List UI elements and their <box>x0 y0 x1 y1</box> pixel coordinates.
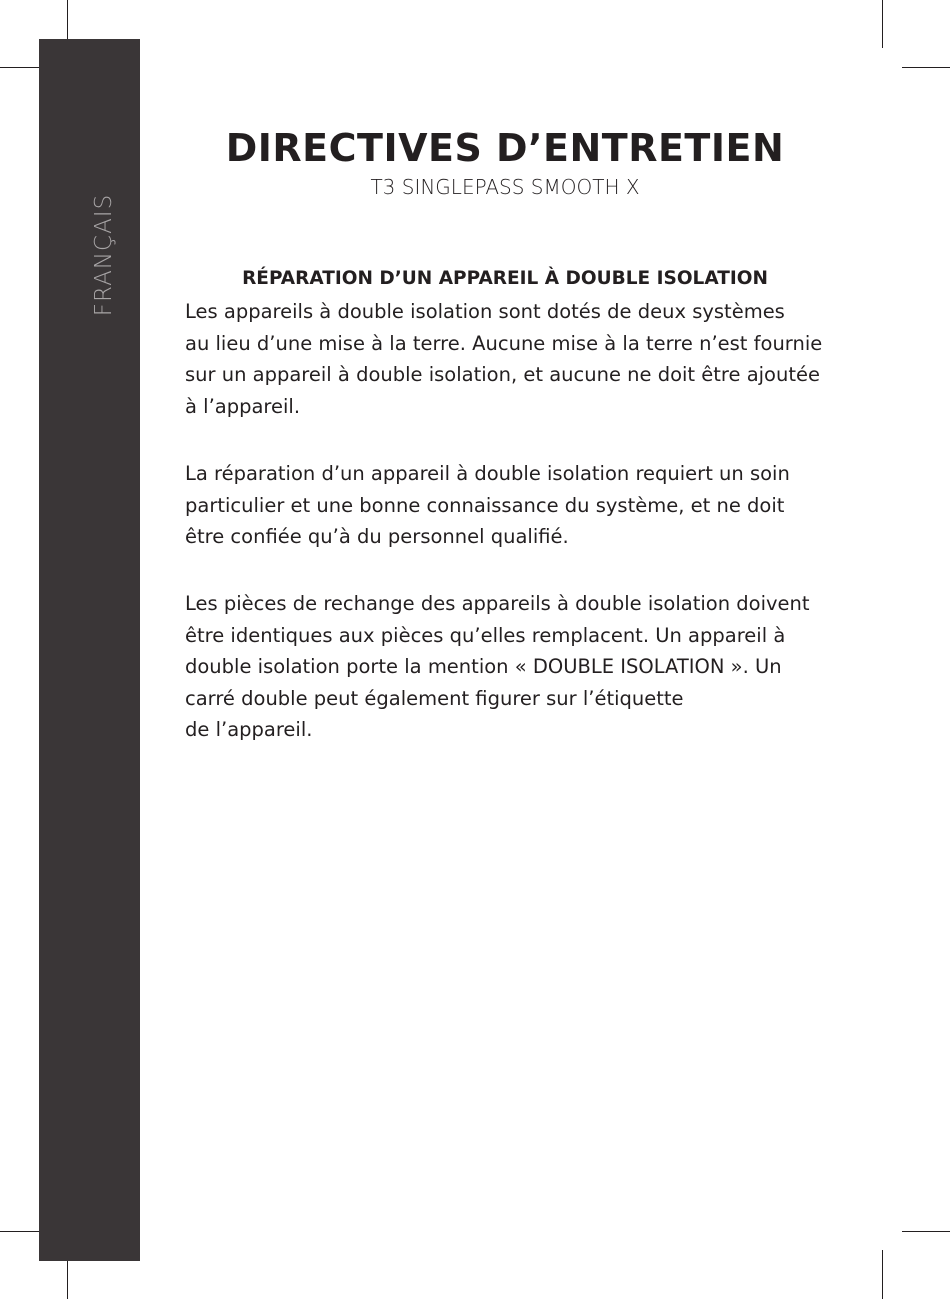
crop-mark <box>882 1250 883 1299</box>
language-side-band <box>39 39 140 1261</box>
paragraph-double-insulation-intro: Les appareils à double isolation sont dotés de deux systèmes au lieu d’une mise à la terre. Aucune mise à la terre n’est fournie sur un appareil à double isolation, et aucune ne doit être ajoutée à l’appareil. <box>185 300 823 418</box>
product-subtitle: T3 SINGLEPASS SMOOTH X <box>370 175 640 199</box>
crop-mark <box>902 67 950 68</box>
page-title: DIRECTIVES D’ENTRETIEN <box>225 126 785 170</box>
section-heading: RÉPARATION D’UN APPAREIL À DOUBLE ISOLATION <box>242 268 768 289</box>
crop-mark <box>902 1231 950 1232</box>
paragraph-repair-care: La réparation d’un appareil à double isolation requiert un soin particulier et une bonne connaissance du système, et ne doit être confiée qu’à du personnel qualifié. <box>185 462 790 548</box>
language-label: FRANÇAIS <box>91 193 117 317</box>
crop-mark <box>882 0 883 48</box>
paragraph-replacement-parts: Les pièces de rechange des appareils à double isolation doivent être identiques aux pièces qu’elles remplacent. Un appareil à double isolation porte la mention « DOUBLE ISOLATION ». Un carré double peut également figurer sur l’étiquette de l’appareil. <box>185 592 810 741</box>
